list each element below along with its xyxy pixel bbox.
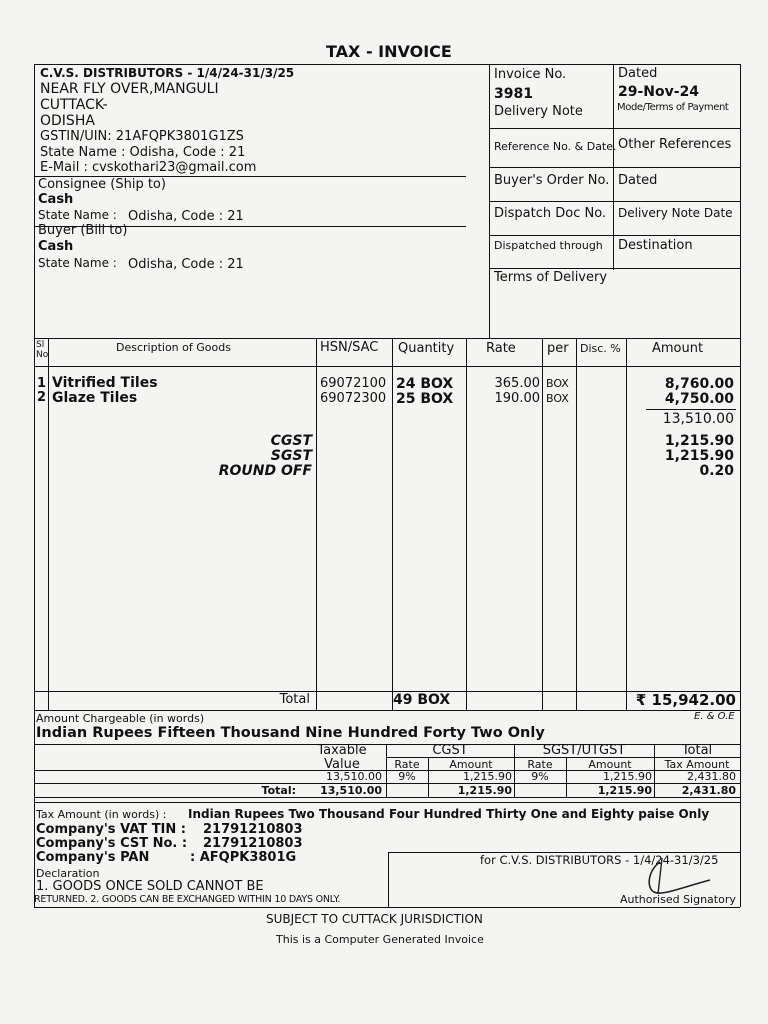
dated-value: 29-Nov-24 (618, 84, 700, 100)
invoice-no: 3981 (494, 86, 533, 102)
tax-row-total: 2,431.80 (687, 770, 736, 783)
frame-right (740, 64, 741, 907)
tax-total-bottom (34, 797, 740, 798)
seller-name: C.V.S. DISTRIBUTORS - 1/4/24-31/3/25 (40, 66, 295, 80)
tax-hdr-value: Value (324, 757, 360, 772)
hdr-hsn: HSN/SAC (320, 340, 379, 355)
signatory-label: Authorised Signatory (620, 893, 736, 906)
mode-terms-label: Mode/Terms of Payment (617, 102, 729, 113)
tax-hdr-cgst-rate: Rate (394, 758, 420, 771)
meta-row-1 (489, 128, 740, 129)
delivery-note-date-label: Delivery Note Date (618, 206, 733, 220)
computer-generated: This is a Computer Generated Invoice (276, 933, 484, 946)
frame-top (34, 64, 740, 65)
reference-label: Reference No. & Date. (494, 140, 617, 153)
cst-value: 21791210803 (203, 836, 303, 851)
items-top (34, 338, 740, 339)
delivery-note-label: Delivery Note (494, 104, 583, 119)
jurisdiction: SUBJECT TO CUTTACK JURISDICTION (266, 912, 483, 926)
seller-address-1: NEAR FLY OVER,MANGULI (40, 81, 219, 97)
meta-row-5 (489, 268, 740, 269)
col-rate (542, 338, 543, 710)
tax-words-label: Tax Amount (in words) : (36, 808, 167, 821)
tax-cgst-label: CGST (270, 433, 312, 449)
frame-left (34, 64, 35, 907)
seller-address-3: ODISHA (40, 113, 95, 129)
tax-hdr-sgst-amount: Amount (588, 758, 632, 771)
item-1-hsn: 69072100 (320, 376, 387, 391)
consignee-heading: Consignee (Ship to) (38, 177, 166, 192)
declaration-heading: Declaration (36, 867, 100, 880)
seller-state: State Name : Odisha, Code : 21 (40, 145, 246, 160)
other-refs-label: Other References (618, 137, 732, 152)
col-desc (316, 338, 317, 710)
item-2-hsn: 69072300 (320, 391, 387, 406)
seller-email: E-Mail : cvskothari23@gmail.com (40, 160, 257, 175)
hdr-description: Description of Goods (116, 341, 231, 354)
item-1-per: BOX (546, 377, 569, 390)
item-2-amount: 4,750.00 (664, 391, 734, 407)
destination-label: Destination (618, 238, 693, 253)
hdr-sl-text: Sl (36, 340, 45, 350)
tax-hdr-total: Total (681, 743, 713, 758)
meta-row-4 (489, 235, 740, 236)
subtotal-line (646, 409, 736, 410)
meta-row-2 (489, 167, 740, 168)
buyer-state-value: Odisha, Code : 21 (128, 257, 244, 272)
col-per (576, 338, 577, 710)
tax-total-taxable: 13,510.00 (320, 784, 382, 797)
item-1-qty: 24 BOX (396, 376, 454, 392)
invoice-no-label: Invoice No. (494, 67, 567, 82)
consignee-state-value: Odisha, Code : 21 (128, 209, 244, 224)
hdr-no-text: No (36, 350, 49, 360)
buyer-heading: Buyer (Bill to) (38, 223, 128, 238)
pan-label: Company's PAN (36, 850, 150, 865)
col-sl (48, 338, 49, 710)
item-2-qty: 25 BOX (396, 391, 454, 407)
seller-gstin: GSTIN/UIN: 21AFQPK3801G1ZS (40, 129, 244, 144)
hdr-disc: Disc. % (580, 342, 621, 355)
buyers-order-label: Buyer's Order No. (494, 173, 610, 188)
total-qty: 49 BOX (393, 692, 451, 708)
signatory-for: for C.V.S. DISTRIBUTORS - 1/4/24-31/3/25 (480, 853, 719, 867)
dispatched-through-label: Dispatched through (494, 239, 603, 252)
frame-bottom (34, 907, 740, 908)
item-1-description: Vitrified Tiles (52, 375, 158, 391)
dated2-label: Dated (618, 173, 658, 188)
pan-value: : AFQPK3801G (190, 850, 297, 865)
item-1-sl: 1 (37, 376, 47, 391)
items-header-bottom (34, 366, 740, 367)
tax-total-label: Total: (261, 784, 296, 797)
consignee-name: Cash (38, 192, 74, 207)
item-1-amount: 8,760.00 (664, 376, 734, 392)
tax-hdr-sgst-rate: Rate (527, 758, 553, 771)
tax-total-total: 2,431.80 (681, 784, 736, 797)
tax-hdr-sgst: SGST/UTGST (542, 743, 626, 758)
col-qty (466, 338, 467, 710)
tax-hdr-cgst-amount: Amount (449, 758, 493, 771)
tax-hdr-taxable: Taxable (317, 743, 367, 758)
total-amount: ₹ 15,942.00 (635, 691, 736, 709)
tax-row-sgst-rate: 9% (531, 770, 549, 783)
item-2-per: BOX (546, 392, 569, 405)
hdr-quantity: Quantity (398, 341, 455, 356)
meta-row-3 (489, 201, 740, 202)
eoe-label: E. & O.E (694, 711, 735, 722)
tax-sgst-amount: 1,215.90 (664, 448, 734, 464)
buyer-state-label: State Name : (38, 256, 117, 270)
hdr-per: per (547, 341, 569, 356)
hdr-sl (36, 340, 48, 360)
tax-row-cgst-rate: 9% (398, 770, 416, 783)
item-2-rate: 190.00 (494, 391, 540, 406)
terms-delivery-label: Terms of Delivery (494, 270, 608, 285)
vat-value: 21791210803 (203, 822, 303, 837)
cst-label: Company's CST No. : (36, 836, 188, 851)
item-2-sl: 2 (37, 390, 47, 405)
consignee-state-label: State Name : (38, 208, 117, 222)
declaration-line-1: 1. GOODS ONCE SOLD CANNOT BE (36, 879, 264, 894)
tax-words-top (34, 802, 740, 803)
dated-label: Dated (618, 66, 658, 81)
tax-row-sgst-amount: 1,215.90 (603, 770, 652, 783)
invoice-title: TAX - INVOICE (326, 42, 452, 61)
vat-label: Company's VAT TIN : (36, 822, 187, 837)
tax-row-taxable: 13,510.00 (326, 770, 382, 783)
amount-in-words: Indian Rupees Fifteen Thousand Nine Hundred Forty Two Only (36, 725, 545, 741)
col-hsn (392, 338, 393, 710)
dispatch-doc-label: Dispatch Doc No. (494, 206, 607, 221)
buyer-name: Cash (38, 239, 74, 254)
signatory-left-border (388, 852, 389, 907)
tax-cgst-amount: 1,215.90 (664, 433, 734, 449)
signature-mark (640, 852, 740, 902)
tax-sgst-label: SGST (270, 448, 312, 464)
tax-total-cgst: 1,215.90 (457, 784, 512, 797)
total-label: Total (279, 692, 310, 707)
item-2-description: Glaze Tiles (52, 390, 138, 406)
seller-address-2: CUTTACK- (40, 97, 108, 113)
item-1-rate: 365.00 (494, 376, 540, 391)
tax-hdr-tax-amount: Tax Amount (664, 758, 730, 771)
round-off-amount: 0.20 (699, 463, 734, 479)
total-row-bottom (34, 710, 740, 711)
tax-total-sgst: 1,215.90 (597, 784, 652, 797)
words-label: Amount Chargeable (in words) (36, 712, 205, 725)
tax-hdr-cgst: CGST (432, 743, 468, 758)
hdr-rate: Rate (486, 341, 516, 356)
round-off-label: ROUND OFF (218, 463, 312, 479)
hdr-amount: Amount (652, 341, 704, 356)
tax-row-cgst-amount: 1,215.90 (463, 770, 512, 783)
subtotal: 13,510.00 (662, 411, 734, 427)
tax-words-text: Indian Rupees Two Thousand Four Hundred Thirty One and Eighty paise Only (188, 807, 710, 821)
declaration-line-2: RETURNED. 2. GOODS CAN BE EXCHANGED WITHIN 10 DAYS ONLY. (34, 894, 341, 905)
col-disc (626, 338, 627, 710)
